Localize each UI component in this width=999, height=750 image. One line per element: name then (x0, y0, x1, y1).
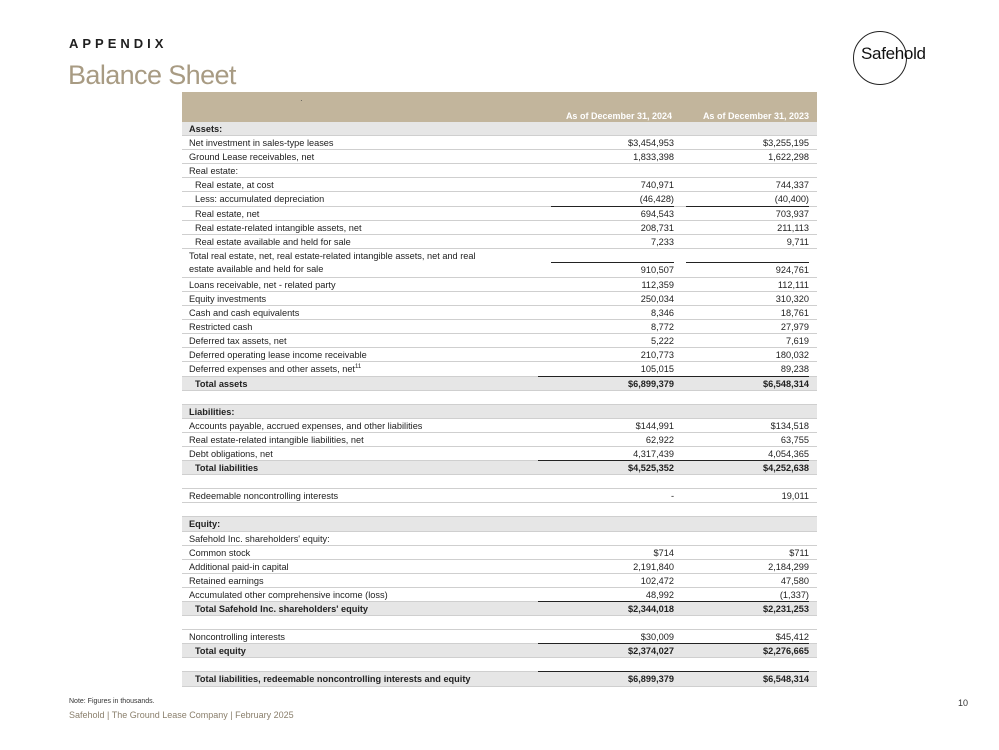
value-2024: $6,899,379 (538, 376, 674, 391)
table-row (182, 532, 817, 546)
table-row (182, 405, 817, 419)
value-2024: 740,971 (640, 180, 674, 191)
value-2023: 27,979 (780, 322, 809, 333)
value-2023: 1,622,298 (768, 152, 809, 163)
value-2023: 112,111 (777, 279, 809, 290)
value-2024: 1,833,398 (633, 152, 674, 163)
spacer-row (182, 475, 817, 489)
row-label (189, 405, 234, 419)
row-label-text: Ground Lease receivables, net (189, 152, 315, 163)
row-label-text: Deferred expenses and other assets, net (189, 364, 355, 375)
value-2024: 5,222 (651, 336, 674, 347)
footnote-marker: 11 (355, 364, 362, 371)
value-2024: 102,472 (640, 575, 674, 586)
row-label-text: Redeemable noncontrolling interests (189, 491, 339, 502)
table-row (182, 122, 817, 136)
value-2023: $134,518 (770, 420, 809, 431)
row-label-text: Accumulated other comprehensive income (loss) (189, 589, 388, 600)
row-label (195, 192, 324, 206)
header-dot: · (300, 96, 303, 105)
row-label-text: Real estate-related intangible assets, net (195, 222, 362, 233)
value-2024: 112,359 (641, 279, 674, 290)
value-2023: $6,548,314 (673, 376, 809, 391)
value-2023: 2,184,299 (768, 561, 809, 572)
row-label-text: Restricted cash (189, 322, 253, 333)
value-2023: 703,937 (686, 206, 809, 221)
value-2023: 211,113 (777, 222, 809, 233)
row-label-text: Total equity (195, 646, 246, 657)
value-2023: 89,238 (780, 364, 809, 375)
row-label (189, 574, 264, 588)
row-label (189, 560, 289, 574)
table-row (182, 249, 817, 278)
row-label (189, 362, 361, 376)
row-label (189, 532, 330, 546)
row-label-text: Accounts payable, accrued expenses, and other liabilities (189, 420, 423, 431)
row-label (195, 377, 247, 391)
table-row (182, 419, 817, 433)
row-label-text: Debt obligations, net (189, 448, 273, 459)
table-row (182, 433, 817, 447)
row-label-text: Assets: (189, 124, 223, 134)
row-label (189, 150, 314, 164)
row-label-text: Common stock (189, 547, 251, 558)
table-row (182, 150, 817, 164)
value-2024: $4,525,352 (538, 460, 674, 475)
value-2024: 8,346 (651, 308, 674, 319)
table-row (182, 362, 817, 376)
row-label-text: Safehold Inc. shareholders' equity: (189, 533, 330, 544)
value-2023: (1,337) (779, 589, 809, 600)
row-label-text: Equity investments (189, 293, 267, 304)
row-label (189, 588, 388, 602)
value-2024: $3,454,953 (628, 138, 674, 149)
row-label-text: Total Safehold Inc. shareholders' equity (195, 604, 369, 614)
row-label-line1: Total real estate, net, real estate-related intangible assets, net and real (189, 250, 476, 261)
row-label-text: Total liabilities, redeemable noncontrolling interests and equity (195, 674, 471, 685)
row-label (195, 235, 351, 249)
value-2024: 8,772 (651, 322, 674, 333)
value-2024: 2,191,840 (633, 561, 674, 572)
value-2023: $3,255,195 (763, 138, 809, 149)
value-2024: 208,731 (640, 222, 674, 233)
table-row (182, 164, 817, 178)
table-body (182, 122, 817, 687)
spacer-row (182, 616, 817, 630)
row-label-text: Retained earnings (189, 575, 264, 586)
row-label (189, 292, 266, 306)
value-2024: $6,899,379 (538, 671, 674, 686)
row-label (189, 489, 338, 503)
row-label (189, 278, 336, 292)
row-label-text: Real estate: (189, 166, 239, 177)
value-2023: $711 (789, 547, 809, 558)
value-2024: 4,317,439 (633, 448, 674, 459)
row-label-text: Less: accumulated depreciation (195, 194, 325, 205)
page-title: Balance Sheet (68, 60, 236, 90)
safehold-logo: Safehold (861, 44, 926, 63)
row-label-text: Liabilities: (189, 406, 235, 417)
value-2023: 63,755 (780, 434, 809, 445)
row-label (189, 320, 252, 334)
value-2024: $2,374,027 (538, 643, 674, 658)
row-label (189, 122, 222, 136)
table-row (182, 292, 817, 306)
value-2023: $6,548,314 (673, 671, 809, 686)
row-label (195, 178, 274, 192)
value-2023: 18,761 (780, 308, 809, 319)
value-2024: 105,015 (640, 364, 674, 375)
row-label-text: Real estate, net (195, 208, 260, 219)
value-2023: (40,400) (774, 194, 809, 205)
row-label (195, 602, 368, 616)
row-label-text: Total liabilities (195, 463, 259, 474)
value-2024: $714 (653, 547, 674, 558)
table-row (182, 560, 817, 574)
spacer-row (182, 503, 817, 517)
table-row (182, 489, 817, 503)
table-row (182, 348, 817, 362)
table-row (182, 588, 817, 602)
table-row (182, 546, 817, 560)
value-2024: 62,922 (645, 434, 674, 445)
value-2024: 7,233 (651, 236, 674, 247)
row-label (189, 419, 422, 433)
row-label-line2: estate available and held for sale (189, 263, 324, 274)
row-label (189, 250, 476, 276)
section-label: APPENDIX (69, 36, 168, 51)
row-label (189, 433, 364, 447)
row-label-text: Cash and cash equivalents (189, 308, 300, 319)
table-row (182, 278, 817, 292)
value-2024: 910,507 (551, 262, 674, 277)
row-label-text: Deferred operating lease income receivable (189, 350, 367, 361)
table-row (182, 461, 817, 475)
value-2023: 744,337 (775, 180, 809, 191)
table-row (182, 630, 817, 644)
table-row (182, 377, 817, 391)
value-2024: (46,428) (639, 194, 674, 205)
row-label (195, 207, 259, 221)
value-2023: 9,711 (786, 236, 809, 247)
value-2023: 7,619 (786, 336, 809, 347)
row-label-text: Equity: (189, 519, 221, 530)
value-2023: 47,580 (780, 575, 809, 586)
spacer-row (182, 658, 817, 672)
value-2023: 4,054,365 (768, 448, 809, 459)
row-label-text: Real estate available and held for sale (195, 236, 351, 247)
row-label (189, 164, 238, 178)
value-2024: $2,344,018 (538, 601, 674, 616)
row-label (195, 221, 362, 235)
table-row (182, 334, 817, 348)
table-row (182, 447, 817, 461)
table-row (182, 320, 817, 334)
row-label (189, 630, 285, 644)
footer-company: Safehold | The Ground Lease Company | February 2025 (69, 710, 294, 720)
table-row (182, 602, 817, 616)
row-label-text: Additional paid-in capital (189, 561, 289, 572)
table-header (182, 92, 817, 122)
table-row (182, 235, 817, 249)
table-row (182, 136, 817, 150)
table-row (182, 644, 817, 658)
row-label (189, 306, 299, 320)
row-label-text: Deferred tax assets, net (189, 336, 287, 347)
row-label (195, 644, 246, 658)
value-2024: 250,034 (640, 293, 674, 304)
page-number: 10 (958, 698, 969, 708)
row-label (189, 136, 334, 150)
spacer-row (182, 391, 817, 405)
table-row (182, 221, 817, 235)
table-row (182, 517, 817, 531)
footnote: Note: Figures in thousands. (69, 698, 155, 705)
table-row (182, 178, 817, 192)
value-2023: 180,032 (775, 350, 809, 361)
value-2024: $30,009 (640, 632, 674, 643)
value-2023: $4,252,638 (673, 460, 809, 475)
row-label (195, 461, 258, 475)
row-label-text: Total assets (195, 378, 248, 389)
column-header-2023: As of December 31, 2023 (702, 111, 809, 121)
table-row (182, 672, 817, 686)
row-label (189, 334, 287, 348)
row-label (189, 517, 220, 531)
value-2023: $2,276,665 (673, 643, 809, 658)
balance-sheet-table (182, 92, 817, 687)
value-2024: 694,543 (551, 206, 674, 221)
value-2023: 19,011 (781, 491, 809, 502)
column-header-2024: As of December 31, 2024 (565, 111, 672, 121)
value-2023: 924,761 (686, 262, 809, 277)
value-2024: $144,991 (635, 420, 674, 431)
table-row (182, 207, 817, 221)
value-2024: - (670, 491, 674, 502)
value-2023: 310,320 (775, 293, 809, 304)
row-label (189, 546, 250, 560)
row-label (195, 672, 471, 686)
row-label-text: Noncontrolling interests (189, 632, 286, 643)
table-row (182, 306, 817, 320)
row-label-text: Net investment in sales-type leases (189, 138, 334, 149)
value-2023: $45,412 (775, 632, 809, 643)
value-2023: $2,231,253 (673, 601, 809, 616)
table-row (182, 192, 817, 206)
value-2024: 48,992 (645, 589, 674, 600)
row-label (189, 348, 367, 362)
row-label-text: Real estate-related intangible liabilities, net (189, 434, 364, 445)
value-2024: 210,773 (640, 350, 674, 361)
row-label-text: Loans receivable, net - related party (189, 279, 336, 290)
table-row (182, 574, 817, 588)
row-label (189, 447, 273, 461)
row-label-text: Real estate, at cost (195, 180, 274, 191)
